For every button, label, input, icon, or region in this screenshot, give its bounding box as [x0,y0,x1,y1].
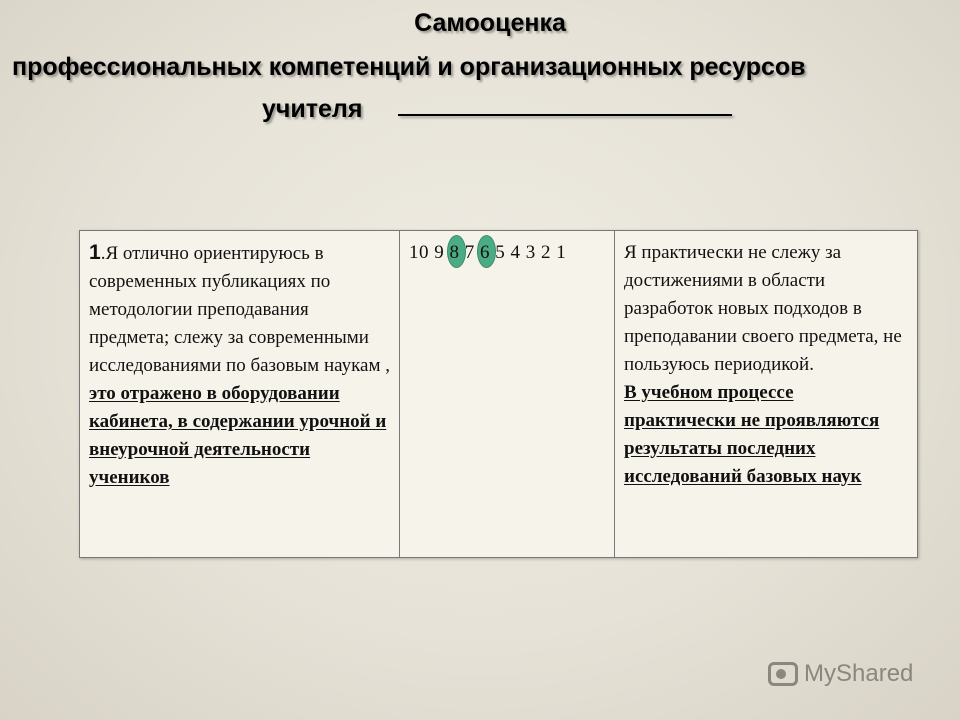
scale-value-6: 6 [480,239,490,267]
high-level-text: .Я отлично ориентируюсь в современных публикациях по методологии преподавания предмета; слежу за современными исследованиями по базовым наукам , [89,243,390,376]
name-blank-line [398,114,732,116]
watermark-text: MyShared [804,660,914,687]
low-level-description-cell [615,231,918,558]
rating-scale [409,239,606,267]
self-assessment-table [79,230,918,558]
high-level-description-cell [80,231,400,558]
scale-value-7: 7 [464,242,475,263]
scale-value-9: 9 [434,242,445,263]
high-level-emphasis: это отражено в оборудовании кабинета, в содержании урочной и внеурочной деятельности учеников [89,383,387,488]
scale-value-5: 5 [495,242,506,263]
scale-value-2: 2 [541,242,551,263]
title-line-1: Самооценка [414,9,566,37]
title-line-2: профессиональных компетенций и организационных ресурсов [12,53,806,81]
table-row [80,231,918,558]
scale-value-3: 3 [525,242,536,263]
title-line-3: учителя [262,95,363,123]
scale-value-10: 10 [409,242,429,263]
low-level-emphasis: В учебном процессе практически не проявляются результаты последних исследований базовых наук [624,382,880,487]
low-level-text: Я практически не слежу за достижениями в области разработок новых подходов в преподавании своего предмета, не пользуюсь периодикой. [624,242,902,375]
watermark [768,656,913,692]
myshared-logo-icon [768,662,798,686]
scale-value-4: 4 [510,242,521,263]
scale-value-8: 8 [450,239,460,267]
rating-scale-cell [400,231,615,558]
scale-value-1: 1 [556,242,567,263]
item-number: 1 [89,241,101,264]
